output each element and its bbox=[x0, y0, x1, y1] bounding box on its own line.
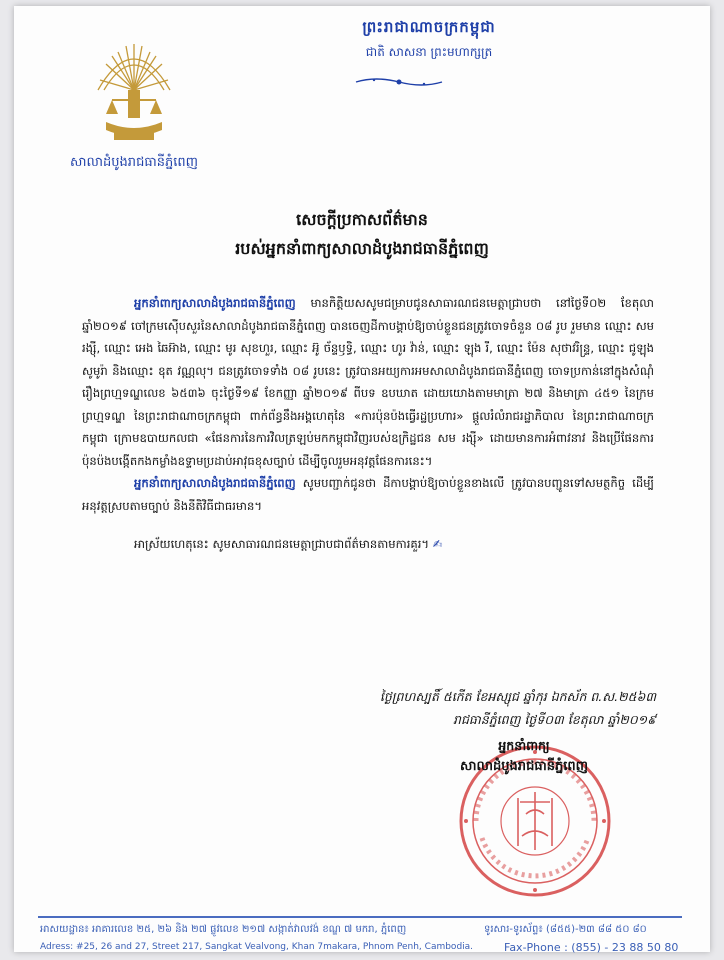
paragraph-1 bbox=[82, 292, 654, 472]
solar-date: រាជធានីភ្នំពេញ ថ្ងៃទី០៣ ខែតុលា ឆ្នាំ២០១៩ bbox=[453, 712, 656, 727]
paragraph-2-text: សូមបញ្ជាក់ជូនថា ដីកាបង្គាប់ឱ្យចាប់ខ្លួនខាងលើ ត្រូវបានបញ្ជូនទៅសមត្ថកិច្ច ដើម្បីអនុវត្តស្របតាមច្បាប់ និងនីតិវិធីជាធរមាន។ bbox=[82, 476, 654, 513]
paragraph-3 bbox=[82, 533, 654, 556]
document-page bbox=[14, 6, 710, 952]
kingdom-title: ព្រះរាជាណាចក្រកម្ពុជា bbox=[362, 18, 496, 36]
court-emblem-icon bbox=[92, 34, 176, 148]
signatory-office: សាលាដំបូងរាជធានីភ្នំពេញ bbox=[460, 759, 588, 774]
footer-phone-english: Fax-Phone : (855) - 23 88 50 80 bbox=[504, 941, 679, 954]
ornament-divider-icon bbox=[354, 74, 444, 90]
court-name-label: សាលាដំបូងរាជធានីភ្នំពេញ bbox=[70, 155, 198, 170]
footer-divider bbox=[38, 916, 682, 918]
paragraph-2 bbox=[82, 472, 654, 517]
footer-address-khmer: អាសយដ្ឋាន៖ អាគារលេខ ២៥, ២៦ និង ២៧ ផ្លូវលេខ ២១៧ សង្កាត់វាលវង់ ខណ្ឌ ៧ មករា, ភ្នំពេញ bbox=[40, 924, 407, 935]
footer-phone-khmer: ទូរសារ-ទូរស័ព្ទ៖ (៨៥៥)-២៣ ៨៨ ៥០ ៨០ bbox=[484, 924, 647, 935]
footer-address-english: Adress: #25, 26 and 27, Street 217, Sangkat Vealvong, Khan 7makara, Phnom Penh, Cambodia. bbox=[40, 942, 474, 952]
document-title: សេចក្តីប្រកាសព័ត៌មាន bbox=[296, 210, 428, 229]
document-subtitle: របស់អ្នកនាំពាក្យសាលាដំបូងរាជធានីភ្នំពេញ bbox=[235, 239, 489, 258]
spokesperson-label: អ្នកនាំពាក្យសាលាដំបូងរាជធានីភ្នំពេញ bbox=[134, 296, 296, 310]
signatory-role: អ្នកនាំពាក្យ bbox=[498, 738, 550, 753]
lunar-date: ថ្ងៃព្រហស្បតិ៍ ៥កើត ខែអស្សុជ ឆ្នាំកុរ ឯកស័ក ព.ស.២៥៦៣ bbox=[379, 689, 656, 704]
paragraph-3-text: អាស្រ័យហេតុនេះ សូមសាធារណជនមេត្តាជ្រាបជាព័ត៌មានតាមការគួរ។ bbox=[134, 537, 430, 551]
initial-mark-icon: ✍ bbox=[432, 537, 443, 551]
spokesperson-label-2: អ្នកនាំពាក្យសាលាដំបូងរាជធានីភ្នំពេញ bbox=[134, 476, 296, 490]
national-motto: ជាតិ សាសនា ព្រះមហាក្សត្រ bbox=[365, 45, 493, 59]
paragraph-1-text: មានកិត្តិយសសូមជម្រាបជូនសាធារណជនមេត្តាជ្រាបថា នៅថ្ងៃទី០២ ខែតុលា ឆ្នាំ២០១៩ ចៅក្រមស៊ើបសួរនៃសាលាដំបូងរាជធានីភ្នំពេញ បានចេញដីកាបង្គាប់ឱ្យចាប់ខ្លួនជនត្រូវចោទចំនួន ០៨ រូប រួមមាន ឈ្មោះ សម រង្ស៊ី, ឈ្មោះ អេង ឆៃអ៊ាង, ឈ្មោះ មូរ សុខហួរ, ឈ្មោះ អ៊ូ ច័ន្ទឫទ្ធិ, ឈ្មោះ ហូរ វ៉ាន់, ឈ្មោះ ឡុង រី, ឈ្មោះ ម៉ែន សុថាវរិន្ទ្រ, ឈ្មោះ ជូឡុង សូមូរ៉ា និងឈ្មោះ ឧុត វណ្ណលុ។ ជនត្រូវចោទទាំង ០៨ រូបនេះ ត្រូវបានអយ្យការអមសាលាដំបូងរាជធានីភ្នំពេញ ចោទប្រកាន់នៅក្នុងសំណុំរឿងព្រហ្មទណ្ឌលេខ ៦៥៣៦ ចុះថ្ងៃទី១៩ ខែកញ្ញា ឆ្នាំ២០១៩ ពីបទ ឧបឃាត ដោយយោងតាមមាត្រា ២៧ និងមាត្រា ៤៥១ នៃក្រមព្រហ្មទណ្ឌ នៃព្រះរាជាណាចក្រកម្ពុជា ពាក់ព័ន្ធនឹងអង្គហេតុនៃ «ការប៉ុនប៉ងធ្វើរដ្ឋប្រហារ» ផ្តួលរំលំរាជរដ្ឋាភិបាល នៃព្រះរាជាណាចក្រកម្ពុជា ក្រោមឧបាយកលជា «ផែនការនៃការវិលត្រឡប់មកកម្ពុជាវិញរបស់ឧក្រិដ្ឋជន សម រង្ស៊ី» ដោយមានការអំពាវនាវ និងប្រើផែនការប៉ុនប៉ងបង្កើតកងកម្លាំងឧទ្ទាមប្រដាប់អាវុធខុសច្បាប់ ដើម្បីចូលរួមអនុវត្តផែនការនេះ។ bbox=[82, 296, 654, 468]
document-body bbox=[82, 292, 654, 556]
